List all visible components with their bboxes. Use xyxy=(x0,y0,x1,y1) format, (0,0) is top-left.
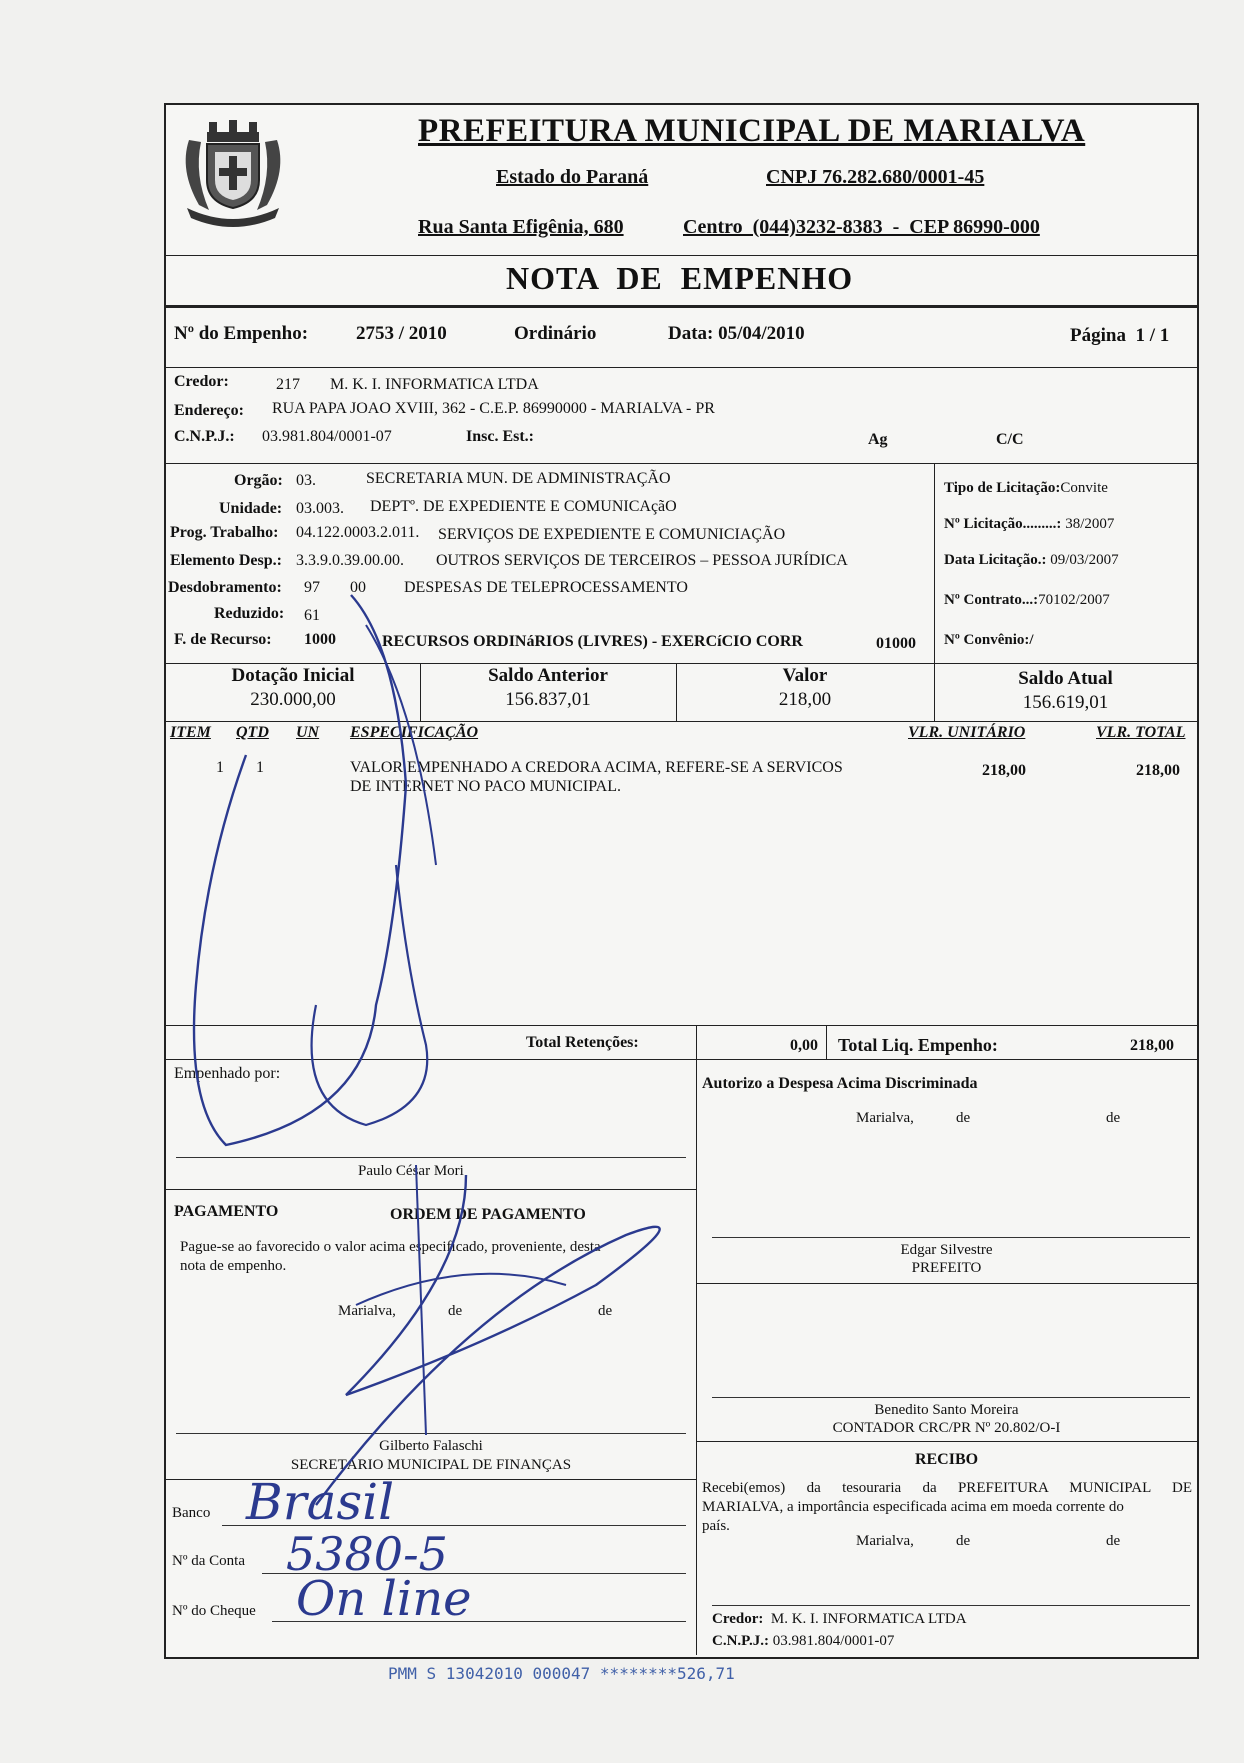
ag-label: Ag xyxy=(868,431,888,448)
num-convenio: Nº Convênio:/ xyxy=(944,632,1034,648)
row-item: 1 xyxy=(216,759,224,776)
pagamento-de1: de xyxy=(448,1303,463,1319)
empenho-page: Página 1 / 1 xyxy=(1070,325,1170,346)
autorizo-marialva: Marialva, xyxy=(856,1110,914,1126)
contador-signature xyxy=(696,1401,1197,1437)
contador-cargo: CONTADOR CRC/PR Nº 20.802/O-I xyxy=(832,1420,1061,1436)
recibo-text xyxy=(702,1479,1192,1536)
tipo-licitacao: Tipo de Licitação:Convite xyxy=(944,480,1108,496)
prefeito-cargo: PREFEITO xyxy=(911,1260,982,1276)
credor-cnpj: 03.981.804/0001-07 xyxy=(262,428,392,445)
empenho-date: Data: 05/04/2010 xyxy=(668,323,805,344)
row-vlr-total: 218,00 xyxy=(1136,762,1180,779)
recibo-texto3: país. xyxy=(702,1518,730,1534)
recibo-texto2: MARIALVA, a importância especificada acima em moeda corrente do xyxy=(702,1499,1124,1515)
saldo-anterior-label: Saldo Anterior xyxy=(488,665,608,686)
pagamento-texto2: nota de empenho. xyxy=(180,1258,287,1274)
credor-label: Credor: xyxy=(174,373,229,390)
autorizo-de2: de xyxy=(1106,1110,1121,1126)
cheque-label: Nº do Cheque xyxy=(172,1603,256,1619)
desdobramento-b: 00 xyxy=(350,579,366,596)
pagamento-label: PAGAMENTO xyxy=(174,1203,279,1220)
elemento-code: 3.3.9.0.39.00.00. xyxy=(296,552,404,569)
recibo-de2: de xyxy=(1106,1533,1121,1549)
municipal-crest-logo xyxy=(169,110,297,230)
recurso-desc: RECURSOS ORDINáRIOS (LIVRES) - EXERCíCIO CORR xyxy=(382,633,803,650)
nota-de-empenho-form xyxy=(164,103,1199,1659)
col-qtd: QTD xyxy=(236,724,269,741)
prog-code: 04.122.0003.2.011. xyxy=(296,524,420,541)
credor-address: RUA PAPA JOAO XVIII, 362 - C.E.P. 86990000 - MARIALVA - PR xyxy=(272,400,715,417)
autorizo-de1: de xyxy=(956,1110,971,1126)
cashier-stamp: PMM S 13042010 000047 ********526,71 xyxy=(388,1664,735,1683)
reduzido-label: Reduzido: xyxy=(214,605,285,622)
col-vlr-total: VLR. TOTAL xyxy=(1096,724,1186,741)
credor-name: M. K. I. INFORMATICA LTDA xyxy=(330,376,539,393)
recibo-marialva: Marialva, xyxy=(856,1533,914,1549)
num-contrato: Nº Contrato...:70102/2007 xyxy=(944,592,1110,608)
orgao-code: 03. xyxy=(296,472,316,489)
recibo-de1: de xyxy=(956,1533,971,1549)
col-vlr-unitario: VLR. UNITÁRIO xyxy=(908,724,1026,741)
recibo-title: RECIBO xyxy=(914,1451,979,1468)
total-liq-value: 218,00 xyxy=(1130,1037,1174,1054)
recurso-label: F. de Recurso: xyxy=(174,631,272,648)
saldo-anterior-value: 156.837,01 xyxy=(505,689,591,710)
header-title: PREFEITURA MUNICIPAL DE MARIALVA xyxy=(418,113,1086,149)
recibo-texto1: Recebi(emos) da tesouraria da PREFEITURA MUNICIPAL DE xyxy=(702,1480,1192,1496)
prefeito-nome: Edgar Silvestre xyxy=(900,1242,993,1258)
recibo-credor: Credor: M. K. I. INFORMATICA LTDA xyxy=(712,1611,967,1627)
unidade-code: 03.003. xyxy=(296,500,344,517)
unidade-desc: DEPTº. DE EXPEDIENTE E COMUNICAçãO xyxy=(370,498,677,515)
col-un: UN xyxy=(296,724,320,741)
dotacao-value: 230.000,00 xyxy=(250,689,336,710)
empenho-number: 2753 / 2010 xyxy=(356,323,447,344)
header-street: Rua Santa Efigênia, 680 xyxy=(418,216,624,238)
conta-handwritten: 5380-5 xyxy=(286,1527,448,1581)
saldo-atual-label: Saldo Atual xyxy=(1018,668,1113,689)
contador-nome: Benedito Santo Moreira xyxy=(874,1402,1019,1418)
row-vlr-unitario: 218,00 xyxy=(982,762,1026,779)
autorizo-text: Autorizo a Despesa Acima Discriminada xyxy=(702,1075,978,1092)
empenho-label: Nº do Empenho: xyxy=(174,323,309,344)
ordem-pagamento-label: ORDEM DE PAGAMENTO xyxy=(390,1206,586,1223)
cheque-handwritten: On line xyxy=(296,1571,472,1627)
orgao-desc: SECRETARIA MUN. DE ADMINISTRAÇÃO xyxy=(366,470,671,487)
pagamento-marialva: Marialva, xyxy=(338,1303,396,1319)
header-cnpj: CNPJ 76.282.680/0001-45 xyxy=(766,166,985,188)
pagamento-texto1: Pague-se ao favorecido o valor acima especificado, proveniente, desta xyxy=(180,1239,601,1255)
reduzido-value: 61 xyxy=(304,607,320,624)
empenho-type: Ordinário xyxy=(514,323,597,344)
header-contact: Centro (044)3232-8383 - CEP 86990-000 xyxy=(683,216,1040,238)
retencoes-label: Total Retenções: xyxy=(526,1034,639,1051)
banco-label: Banco xyxy=(172,1505,211,1521)
prog-desc: SERVIÇOS DE EXPEDIENTE E COMUNICIAÇÃO xyxy=(438,526,786,543)
insc-label: Insc. Est.: xyxy=(466,428,535,445)
document-title: NOTA DE EMPENHO xyxy=(506,260,854,296)
valor-label: Valor xyxy=(782,665,828,686)
elemento-label: Elemento Desp.: xyxy=(170,552,282,569)
pagamento-de2: de xyxy=(598,1303,613,1319)
recurso-code: 1000 xyxy=(304,631,336,648)
dotacao-label: Dotação Inicial xyxy=(231,665,355,686)
header-state: Estado do Paraná xyxy=(496,166,649,188)
row-desc-line1: VALOR EMPENHADO A CREDORA ACIMA, REFERE-SE A SERVICOS xyxy=(350,759,843,776)
elemento-desc: OUTROS SERVIÇOS DE TERCEIROS – PESSOA JURÍDICA xyxy=(436,552,848,569)
empenhado-nome: Paulo César Mori xyxy=(358,1163,464,1179)
col-item: ITEM xyxy=(170,724,211,741)
unidade-label: Unidade: xyxy=(219,500,283,517)
num-licitacao: Nº Licitação.........: 38/2007 xyxy=(944,516,1115,532)
cc-label: C/C xyxy=(996,431,1024,448)
total-liq-label: Total Liq. Empenho: xyxy=(838,1035,998,1055)
banco-handwritten: Brasil xyxy=(246,1473,395,1531)
address-label: Endereço: xyxy=(174,402,244,419)
desdobramento-desc: DESPESAS DE TELEPROCESSAMENTO xyxy=(404,579,688,596)
desdobramento-a: 97 xyxy=(304,579,320,596)
cnpj-label: C.N.P.J.: xyxy=(174,428,235,445)
row-desc-line2: DE INTERNET NO PACO MUNICIPAL. xyxy=(350,778,621,795)
desdobramento-label: Desdobramento: xyxy=(168,579,282,596)
conta-label: Nº da Conta xyxy=(172,1553,245,1569)
secretario-cargo: SECRETÁRIO MUNICIPAL DE FINANÇAS xyxy=(290,1457,572,1473)
credor-code: 217 xyxy=(276,376,300,393)
row-qtd: 1 xyxy=(256,759,264,776)
recibo-cnpj: C.N.P.J.: 03.981.804/0001-07 xyxy=(712,1633,895,1649)
secretario-signature xyxy=(166,1437,696,1475)
recurso-num: 01000 xyxy=(876,635,916,652)
saldo-atual-value: 156.619,01 xyxy=(1022,692,1109,713)
empenhado-por-label: Empenhado por: xyxy=(174,1065,281,1082)
col-especificacao: ESPECIFICAÇÃO xyxy=(350,724,479,741)
secretario-nome: Gilberto Falaschi xyxy=(379,1438,483,1454)
retencoes-value: 0,00 xyxy=(790,1037,818,1054)
valor-value: 218,00 xyxy=(778,689,832,710)
prog-label: Prog. Trabalho: xyxy=(170,524,279,541)
orgao-label: Orgão: xyxy=(234,472,283,489)
prefeito-signature xyxy=(696,1241,1197,1277)
data-licitacao: Data Licitação.: 09/03/2007 xyxy=(944,552,1119,568)
